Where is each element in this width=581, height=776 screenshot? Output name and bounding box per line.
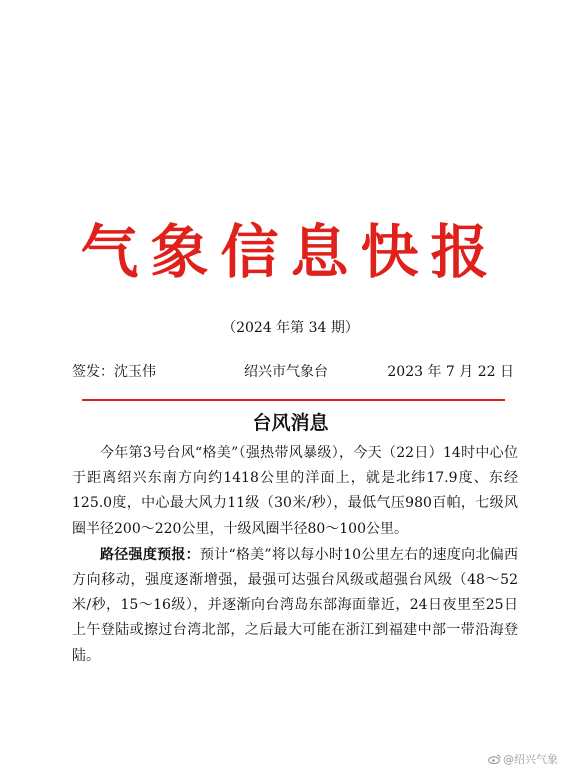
paragraph: [72, 543, 518, 669]
watermark: [488, 752, 558, 768]
signer: 签发：沈玉伟: [72, 364, 156, 380]
issue-number: （2024 年第 34 期）: [222, 320, 359, 336]
meta-row: [72, 361, 514, 383]
weibo-icon: [488, 754, 501, 764]
paragraph-text: 今年第3号台风“格美”（强热带风暴级），今天（22日）14时中心位于距离绍兴东南方向约1418公里的洋面上，就是北纬17.9度、东经125.0度，中心最大风力11级（30米/秒），最低气压980百帕，七级风圈半径200～220公里，十级风圈半径80～100公里。: [72, 445, 518, 537]
paragraph-lead: 路径强度预报：: [100, 546, 200, 563]
red-divider: [82, 399, 505, 401]
masthead-title: 气象信息快报: [80, 218, 501, 286]
issuer: 绍兴市气象台: [244, 364, 328, 380]
paragraph-text: 预计“格美”将以每小时10公里左右的速度向北偏西方向移动，强度逐渐增强，最强可达强台风级或超强台风级（48～52米/秒，15～16级），并逐渐向台湾岛东部海面靠近，24日夜里至25日上午登陆或擦过台湾北部，之后最大可能在浙江到福建中部一带沿海登陆。: [72, 546, 518, 664]
paragraph: [72, 441, 518, 542]
watermark-text: @绍兴气象: [503, 753, 558, 766]
document-body: [72, 441, 518, 669]
issue-date: 2023 年 7 月 22 日: [387, 364, 514, 380]
document-title: 台风消息: [252, 412, 329, 434]
